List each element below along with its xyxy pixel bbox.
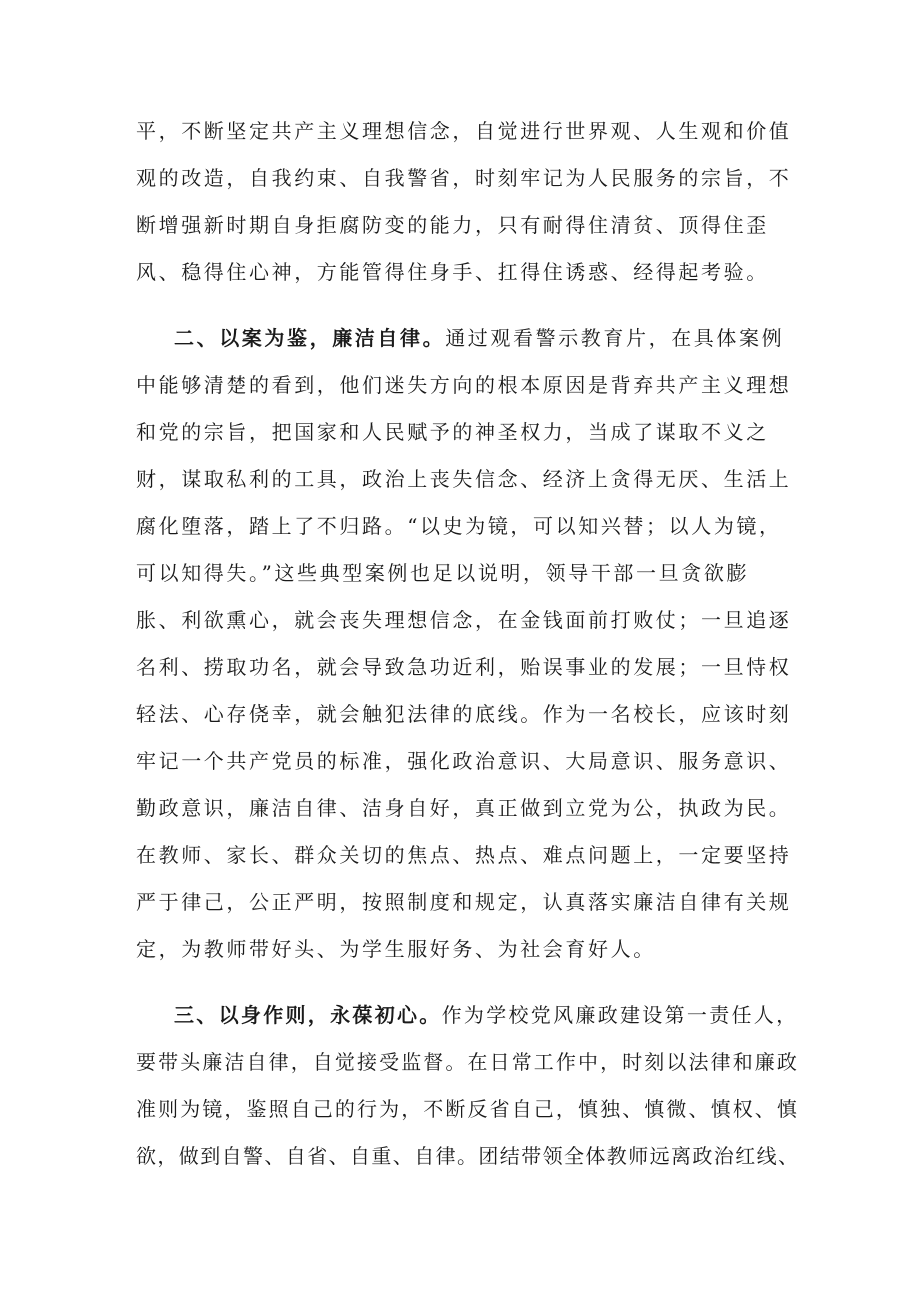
paragraph-3-line-2: 要带头廉洁自律，自觉接受监督。在日常工作中，时刻以法律和廉政: [136, 1050, 799, 1074]
paragraph-3-line-4: 欲，做到自警、自省、自重、自律。团结带领全体教师远离政治红线、: [136, 1144, 800, 1168]
paragraph-3-first-line-text: 作为学校党风廉政建设第一责任人，: [441, 1003, 799, 1027]
paragraph-2-line-4: 财，谋取私利的工具，政治上丧失信念、经济上贪得无厌、生活上: [136, 467, 792, 491]
paragraph-2-line-5: 腐化堕落，踏上了不归路。“以史为镜，可以知兴替；以人为镜，: [136, 514, 782, 538]
paragraph-2-first-line-text: 通过观看警示教育片，在具体案例: [445, 326, 785, 350]
paragraph-1-line-4: 风、稳得住心神，方能管得住身手、扛得住诱惑、经得起考验。: [136, 260, 769, 284]
paragraph-2-line-3: 和党的宗旨，把国家和人民赋予的神圣权力，当成了谋取不义之: [136, 420, 769, 444]
paragraph-1-line-3: 断增强新时期自身拒腐防变的能力，只有耐得住清贫、顶得住歪: [136, 213, 769, 237]
paragraph-2-line-13: 严于律己，公正严明，按照制度和规定，认真落实廉洁自律有关规: [136, 890, 792, 914]
paragraph-2-heading: 二、以案为鉴，廉洁自律。: [174, 326, 446, 350]
paragraph-2-line-11: 勤政意识，廉洁自律、洁身自好，真正做到立党为公，执政为民。: [136, 796, 792, 820]
paragraph-3-heading: 三、以身作则，永葆初心。: [174, 1003, 442, 1027]
paragraph-2-line-14: 定，为教师带好头、为学生服好务、为社会育好人。: [136, 937, 656, 961]
paragraph-2-line-2: 中能够清楚的看到，他们迷失方向的根本原因是背弃共产主义理想: [136, 373, 792, 397]
paragraph-2-first-line: [174, 324, 784, 352]
paragraph-1-line-1: 平，不断坚定共产主义理想信念，自觉进行世界观、人生观和价值: [136, 119, 792, 143]
paragraph-2-line-10: 牢记一个共产党员的标准，强化政治意识、大局意识、服务意识、: [136, 749, 792, 773]
paragraph-3-line-3: 准则为镜，鉴照自己的行为，不断反省自己，慎独、慎微、慎权、慎: [136, 1097, 799, 1121]
paragraph-2-line-7: 胀、利欲熏心，就会丧失理想信念，在金钱面前打败仗；一旦追逐: [136, 608, 792, 632]
paragraph-1-line-2: 观的改造，自我约束、自我警省，时刻牢记为人民服务的宗旨，不: [136, 166, 792, 190]
paragraph-2-line-8: 名利、捞取功名，就会导致急功近利，贻误事业的发展；一旦恃权: [136, 655, 792, 679]
paragraph-3-first-line: [174, 1001, 798, 1029]
paragraph-2-line-12: 在教师、家长、群众关切的焦点、热点、难点问题上，一定要坚持: [136, 843, 792, 867]
paragraph-2-line-6: 可以知得失。”这些典型案例也足以说明，领导干部一旦贪欲膨: [136, 561, 750, 585]
paragraph-2-line-9: 轻法、心存侥幸，就会触犯法律的底线。作为一名校长，应该时刻: [136, 702, 792, 726]
